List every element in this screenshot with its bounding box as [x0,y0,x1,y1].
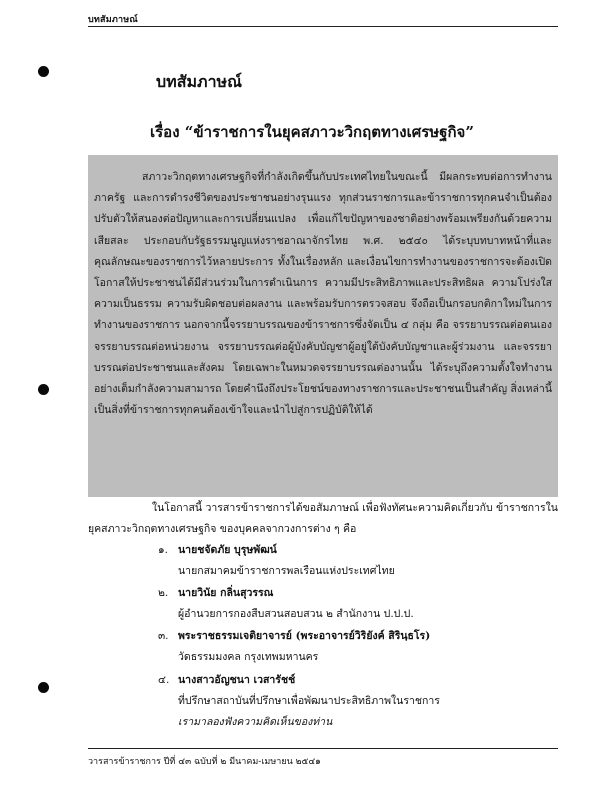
interviewee-name: พระราชธรรมเจติยาจารย์ (พระอาจารย์วิริยังค์ สิรินฺธโร) [178,630,431,642]
punch-hole [38,66,49,77]
interviewee-title: ผู้อำนวยการกองสืบสวนสอบสวน ๒ สำนักงาน ป.ป.ป. [178,608,414,620]
interviewee-name: นายชจัดภัย บุรุษพัฒน์ [178,544,277,556]
interviewee-number: ๓. [158,630,169,642]
footer-rule [88,748,558,749]
interviewee-number: ๑. [158,544,169,556]
interviewee-number: ๒. [158,587,169,599]
header-label: บทสัมภาษณ์ [88,15,138,25]
interviewee-title: ที่ปรึกษาสถาบันที่ปรึกษาเพื่อพัฒนาประสิทธิภาพในราชการ [178,695,440,707]
second-paragraph: ในโอกาสนี้ วารสารข้าราชการได้ขอสัมภาษณ์ เพื่อฟังทัศนะความคิดเกี่ยวกับ ข้าราชการในยุคสภาวะวิกฤตทางเศรษฐกิจ ของบุคคลจากวงการต่าง ๆ คือ [88,502,558,535]
page-title: บทสัมภาษณ์ [156,72,242,91]
intro-box [88,155,558,497]
interviewee-number: ๔. [158,674,170,686]
interviewee-name: นายวินัย กลิ่นสุวรรณ [178,587,274,599]
interviewee-title: นายกสมาคมข้าราชการพลเรือนแห่งประเทศไทย [178,565,395,577]
subject-topic: “ข้าราชการในยุคสภาวะวิกฤตทางเศรษฐกิจ” [184,123,474,141]
interviewee-name: นางสาวอัญชนา เวสารัชช์ [178,674,296,686]
interviewee-title: วัดธรรมมงคล กรุงเทพมหานคร [178,651,319,663]
punch-hole [38,384,49,395]
punch-hole [38,682,49,693]
header-rule [88,26,558,27]
intro-paragraph: สภาวะวิกฤตทางเศรษฐกิจที่กำลังเกิดขึ้นกับประเทศไทยในขณะนี้ มีผลกระทบต่อการทำงานภาครัฐ และการดำรงชีวิตของประชาชนอย่างรุนแรง ทุกส่วนราชการและข้าราชการทุกคนจำเป็นต้องปรับตัวให้สนองต่อปัญหาและการเปลี่ยนแปลง เพื่อแก้ไขปัญหาของชาติอย่างพร้อมเพรียงกันด้วยความเสียสละ ประกอบกับรัฐธรรมนูญแห่งราชอาณาจักรไทย พ.ศ. ๒๕๔๐ ได้ระบุบทบาทหน้าที่และคุณลักษณะของราชการไว้หลายประการ ทั้งในเรื่องหลัก และเงื่อนไขการทำงานของราชการจะต้องเปิดโอกาสให้ประชาชนได้มีส่วนร่วมในการดำเนินการ ความมีประสิทธิภาพและประสิทธิผล ความโปร่งใส ความเป็นธรรม ความรับผิดชอบต่อผลงาน และพร้อมรับการตรวจสอบ จึงถือเป็นกรอบกติกาใหม่ในการทำงานของราชการ นอกจากนี้จรรยาบรรณของข้าราชการซึ่งจัดเป็น ๔ กลุ่ม คือ จรรยาบรรณต่อตนเอง จรรยาบรรณต่อหน่วยงาน จรรยาบรรณต่อผู้บังคับบัญชาผู้อยู่ใต้บังคับบัญชาและผู้ร่วมงาน และจรรยาบรรณต่อประชาชนและสังคม โดยเฉพาะในหมวดจรรยาบรรณต่องานนั้น ได้ระบุถึงความตั้งใจทำงานอย่างเต็มกำลังความสามารถ โดยคำนึงถึงประโยชน์ของทางราชการและประชาชนเป็นสำคัญ สิ่งเหล่านี้เป็นสิ่งที่ข้าราชการทุกคนต้องเข้าใจและนำไปสู่การปฏิบัติให้ได้ [94,171,553,417]
subject-prefix: เรื่อง [150,123,180,141]
footer-text: วารสารข้าราชการ ปีที่ ๔๓ ฉบับที่ ๒ มีนาคม-เมษายน ๒๕๔๑ [88,757,321,767]
subject-line [150,120,474,144]
